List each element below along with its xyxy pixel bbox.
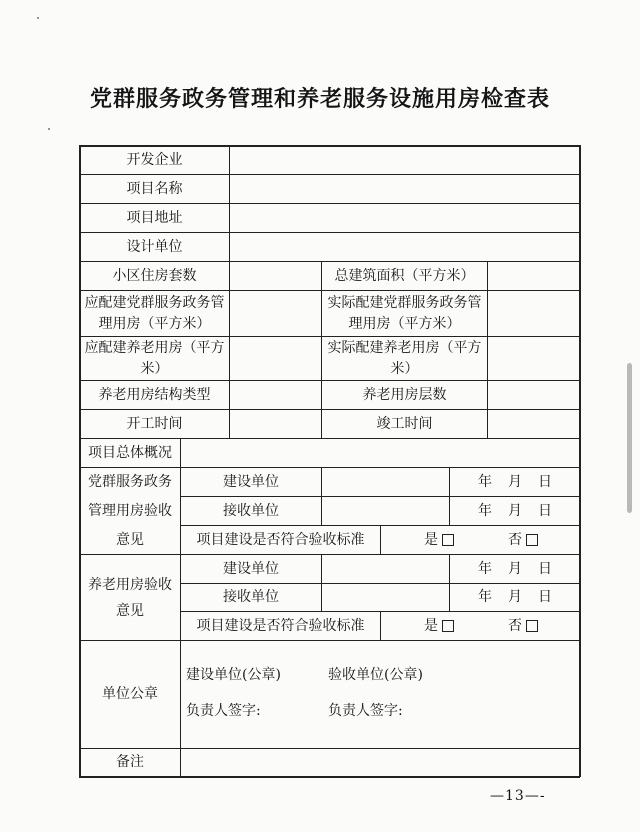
- scrollbar-thumb[interactable]: [627, 363, 632, 513]
- elderly-yes-option[interactable]: [424, 612, 474, 640]
- acceptance-seal-label: 验收单位(公章): [328, 667, 423, 683]
- developer-value[interactable]: [230, 146, 579, 174]
- party-acceptance-label: 党群服务政务管理用房验收意见: [88, 473, 172, 548]
- party-receiver-date[interactable]: [478, 497, 579, 525]
- start-time-value[interactable]: [230, 410, 321, 438]
- table-line: [79, 776, 580, 778]
- overview-value[interactable]: [181, 439, 579, 467]
- project-address-value[interactable]: [230, 204, 579, 232]
- form-title: 党群服务政务管理和养老服务设施用房检查表: [89, 86, 550, 112]
- completion-time-label: 竣工时间: [376, 415, 433, 432]
- party-no-option[interactable]: [508, 526, 558, 554]
- yes-checkbox-icon[interactable]: [442, 620, 454, 632]
- table-line: [380, 525, 381, 554]
- party-builder-label: 建设单位: [223, 473, 279, 490]
- yes-label: 是: [424, 617, 438, 634]
- party-builder-date[interactable]: [478, 468, 579, 496]
- project-name-label: 项目名称: [126, 180, 183, 197]
- actual-elderly-room-label: 实际配建养老用房（平方米）: [327, 339, 482, 377]
- elderly-builder-value[interactable]: [322, 555, 449, 583]
- table-line: [380, 611, 381, 640]
- elderly-floors-value[interactable]: [488, 381, 579, 409]
- month-label: 月: [508, 589, 522, 605]
- elderly-builder-date[interactable]: [478, 555, 579, 583]
- table-line: [449, 467, 450, 525]
- page-number: —13—-: [490, 788, 546, 804]
- month-label: 月: [508, 473, 522, 490]
- elderly-receiver-value[interactable]: [322, 584, 449, 611]
- elderly-no-option[interactable]: [508, 612, 558, 640]
- elderly-standard-question: 项目建设是否符合验收标准: [196, 617, 365, 634]
- household-count-label: 小区住房套数: [112, 267, 197, 284]
- year-label: 年: [478, 502, 492, 519]
- builder-signature-label: 负责人签字:: [186, 703, 261, 719]
- elderly-builder-label: 建设单位: [223, 560, 279, 577]
- builder-seal-label: 建设单位(公章): [186, 667, 281, 683]
- required-elderly-room-label: 应配建养老用房（平方米）: [84, 339, 225, 377]
- total-area-value[interactable]: [488, 262, 579, 290]
- table-line: [579, 145, 581, 777]
- no-label: 否: [508, 617, 522, 634]
- speck: [37, 17, 39, 19]
- elderly-structure-value[interactable]: [230, 381, 321, 409]
- yes-checkbox-icon[interactable]: [442, 534, 454, 546]
- required-elderly-room-value[interactable]: [230, 337, 321, 380]
- month-label: 月: [508, 502, 522, 519]
- overview-label: 项目总体概况: [88, 444, 172, 461]
- no-label: 否: [508, 531, 522, 548]
- design-unit-label: 设计单位: [126, 238, 183, 255]
- project-address-label: 项目地址: [126, 209, 183, 226]
- builder-seal-block[interactable]: [186, 665, 316, 721]
- day-label: 日: [538, 473, 552, 490]
- start-time-label: 开工时间: [126, 415, 183, 432]
- year-label: 年: [478, 589, 492, 605]
- completion-time-value[interactable]: [488, 410, 579, 438]
- developer-label: 开发企业: [126, 151, 183, 168]
- no-checkbox-icon[interactable]: [526, 620, 538, 632]
- actual-party-room-label: 实际配建党群服务政务管理用房（平方米）: [327, 294, 482, 332]
- elderly-receiver-label: 接收单位: [223, 589, 279, 605]
- actual-party-room-value[interactable]: [488, 291, 579, 336]
- month-label: 月: [508, 560, 522, 577]
- day-label: 日: [538, 589, 552, 605]
- remarks-label: 备注: [116, 754, 144, 770]
- party-yes-option[interactable]: [424, 526, 474, 554]
- yes-label: 是: [424, 531, 438, 548]
- total-area-label: 总建筑面积（平方米）: [334, 267, 475, 284]
- actual-elderly-room-value[interactable]: [488, 337, 579, 380]
- elderly-acceptance-label: 养老用房验收意见: [88, 576, 172, 619]
- elderly-structure-label: 养老用房结构类型: [98, 386, 211, 403]
- party-receiver-value[interactable]: [322, 497, 449, 525]
- no-checkbox-icon[interactable]: [526, 534, 538, 546]
- day-label: 日: [538, 502, 552, 519]
- party-standard-question: 项目建设是否符合验收标准: [196, 531, 365, 548]
- year-label: 年: [478, 473, 492, 490]
- table-line: [449, 554, 450, 611]
- elderly-floors-label: 养老用房层数: [362, 386, 447, 403]
- speck: [48, 128, 50, 130]
- remarks-value[interactable]: [181, 749, 579, 776]
- acceptance-seal-block[interactable]: [328, 665, 458, 721]
- seal-label: 单位公章: [102, 686, 158, 702]
- day-label: 日: [538, 560, 552, 577]
- required-party-room-label: 应配建党群服务政务管理用房（平方米）: [84, 294, 225, 332]
- acceptance-signature-label: 负责人签字:: [328, 703, 403, 719]
- required-party-room-value[interactable]: [230, 291, 321, 336]
- design-unit-value[interactable]: [230, 233, 579, 261]
- party-receiver-label: 接收单位: [223, 502, 279, 519]
- project-name-value[interactable]: [230, 175, 579, 203]
- elderly-receiver-date[interactable]: [478, 584, 579, 611]
- year-label: 年: [478, 560, 492, 577]
- party-builder-value[interactable]: [322, 468, 449, 496]
- household-count-value[interactable]: [230, 262, 321, 290]
